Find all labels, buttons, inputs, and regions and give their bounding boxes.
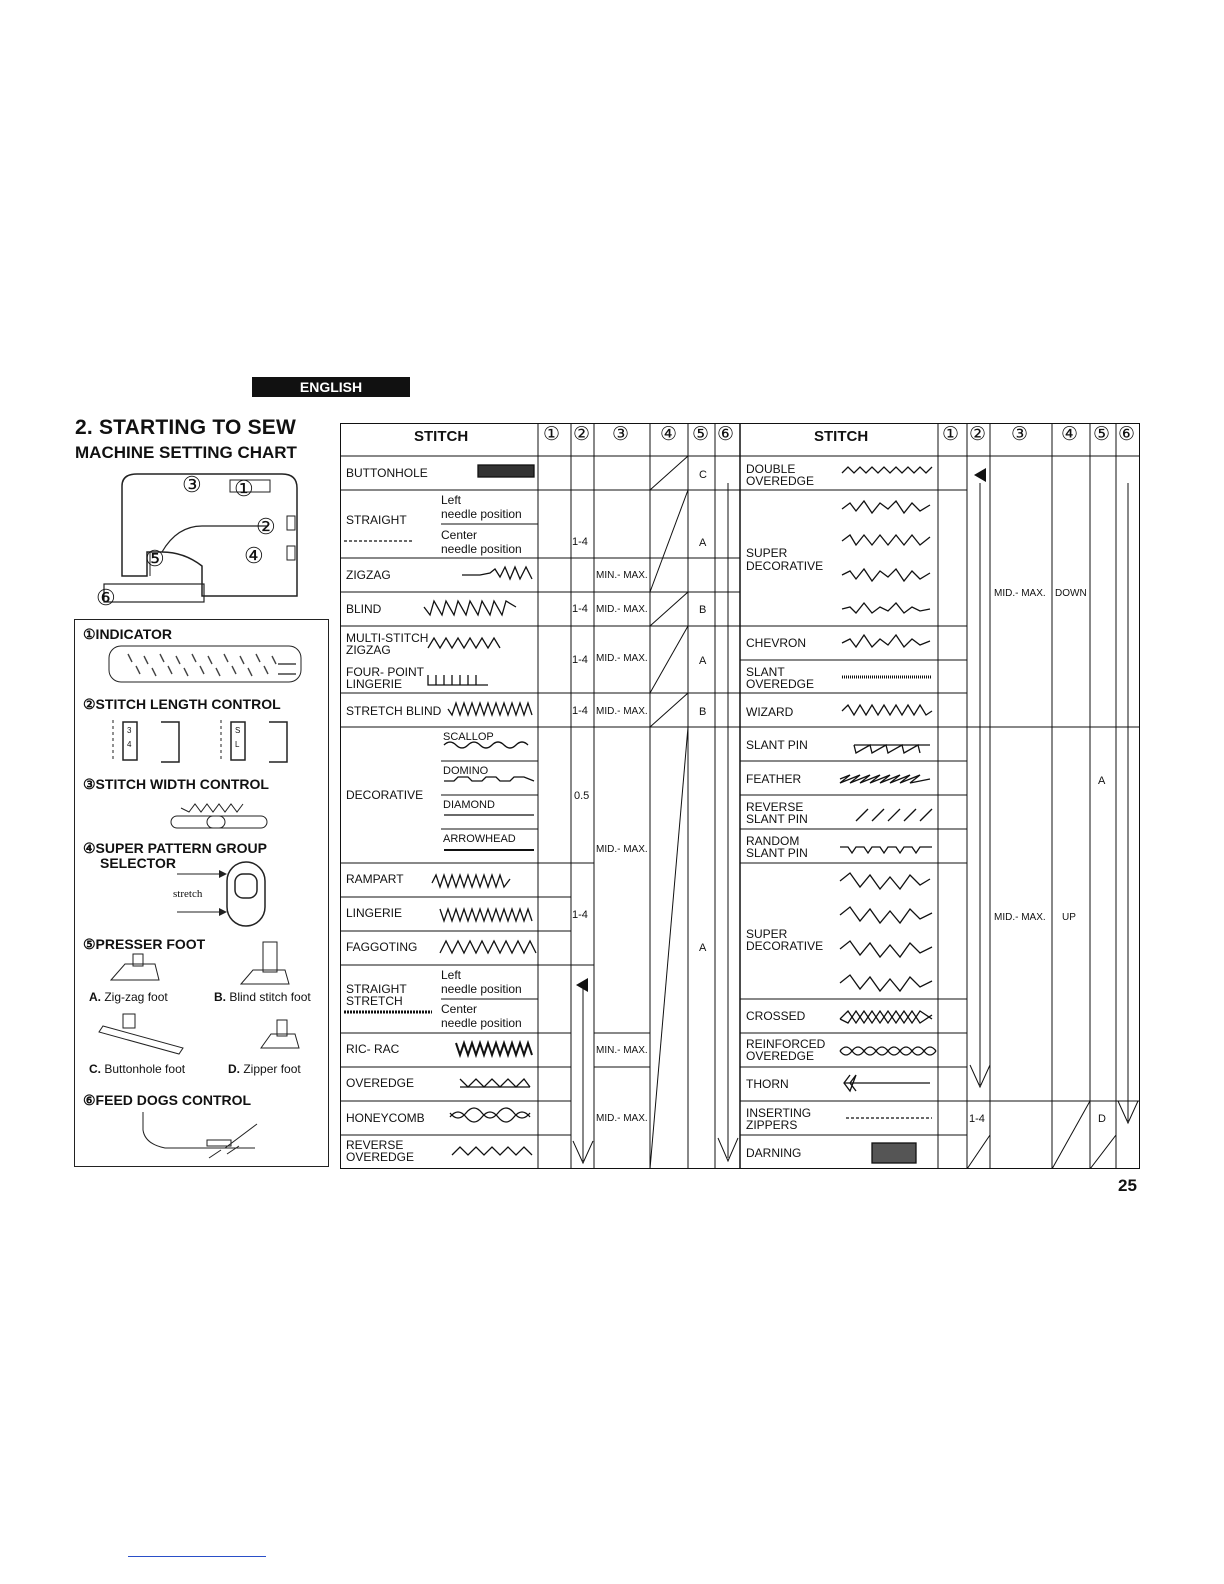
foot-multi: A — [699, 655, 707, 667]
stitch-random-1: RANDOM — [746, 834, 800, 848]
stitch-lingerie: LINGERIE — [346, 906, 403, 920]
stitch-decorative: DECORATIVE — [346, 788, 424, 802]
stitch-inserting-2: ZIPPERS — [746, 1118, 798, 1132]
width-zigzag: MIN.- MAX. — [596, 570, 648, 581]
stitch-diamond: DIAMOND — [443, 799, 495, 811]
foot-c: C. Buttonhole foot — [89, 1062, 186, 1076]
stitch-arrowhead: ARROWHEAD — [443, 833, 516, 845]
header-stitch-left: STITCH — [414, 428, 469, 445]
stitch-stretch-blind: STRETCH BLIND — [346, 704, 442, 718]
stitch-multi-1: MULTI-STITCH — [346, 631, 429, 645]
width-blind: MID.- MAX. — [596, 604, 648, 615]
feed-dogs-heading: ⑥FEED DOGS CONTROL — [83, 1092, 252, 1108]
foot-straight: A — [699, 537, 707, 549]
stitch-reverse-overedge-2: OVEREDGE — [346, 1150, 415, 1164]
machine-setting-chart — [340, 423, 1140, 1169]
stitch-reinforced-2: OVEREDGE — [746, 1049, 815, 1063]
len-decorative: 0.5 — [574, 790, 590, 802]
stitch-rev-slant-1: REVERSE — [746, 800, 804, 814]
stitch-blind: BLIND — [346, 602, 382, 616]
header-col4-left: ④ — [660, 424, 678, 445]
stitch-super2-2: DECORATIVE — [746, 939, 824, 953]
buttonhole-foot-icon — [93, 1008, 193, 1060]
indicator-diagram — [108, 644, 304, 686]
stitch-faggoting: FAGGOTING — [346, 940, 418, 954]
width-super-group2: MID.- MAX. — [994, 912, 1046, 923]
stitch-rampart: RAMPART — [346, 872, 404, 886]
stitch-super2-1: SUPER — [746, 927, 788, 941]
ss-left-needle-1: Left — [441, 968, 462, 982]
len-lingerie: 1-4 — [572, 909, 588, 921]
width-dial-diagram — [165, 792, 275, 832]
length-mark-4: 4 — [127, 740, 132, 749]
stitch-super-1: SUPER — [746, 546, 788, 560]
stitch-length-heading: ②STITCH LENGTH CONTROL — [83, 696, 281, 712]
stitch-straight-stretch-1: STRAIGHT — [346, 982, 407, 996]
stitch-buttonhole: BUTTONHOLE — [346, 466, 428, 480]
length-dial-diagram — [103, 716, 303, 766]
stitch-inserting-1: INSERTING — [746, 1106, 812, 1120]
width-ric-rac: MIN.- MAX. — [596, 1045, 648, 1056]
header-col3-right: ③ — [1011, 424, 1029, 445]
len-blind: 1-4 — [572, 603, 588, 615]
stitch-feather: FEATHER — [746, 772, 802, 786]
stitch-straight: STRAIGHT — [346, 513, 407, 527]
width-multi: MID.- MAX. — [596, 653, 648, 664]
header-col6-right: ⑥ — [1118, 424, 1136, 445]
stitch-slant-2: OVEREDGE — [746, 677, 815, 691]
stitch-ric-rac: RIC- RAC — [346, 1042, 400, 1056]
stitch-scallop: SCALLOP — [443, 731, 494, 743]
stitch-overedge: OVEREDGE — [346, 1076, 415, 1090]
feed-dogs-diagram — [135, 1110, 265, 1162]
indicator-heading: ①INDICATOR — [83, 626, 173, 642]
callout-3: ③ — [182, 472, 202, 497]
zigzag-foot-icon — [105, 950, 165, 992]
callout-2: ② — [256, 514, 276, 539]
foot-faggoting: A — [699, 942, 707, 954]
len-multi: 1-4 — [572, 654, 588, 666]
stitch-super-2: DECORATIVE — [746, 559, 824, 573]
legend-panel — [74, 619, 329, 1167]
callout-6: ⑥ — [96, 585, 116, 610]
foot-d: D. Zipper foot — [228, 1062, 301, 1076]
width-super-group1: MID.- MAX. — [994, 588, 1046, 599]
stitch-wizard: WIZARD — [746, 705, 794, 719]
callout-5: ⑤ — [145, 546, 165, 571]
foot-b: B. Blind stitch foot — [214, 990, 311, 1004]
len-stretch-blind: 1-4 — [572, 705, 588, 717]
callout-1: ① — [234, 476, 254, 501]
length-mark-3: 3 — [127, 726, 132, 735]
ss-left-needle-2: needle position — [441, 982, 522, 996]
length-mark-s: S — [235, 726, 241, 735]
len-inserting: 1-4 — [969, 1113, 985, 1125]
stitch-chevron: CHEVRON — [746, 636, 807, 650]
stitch-honeycomb: HONEYCOMB — [346, 1111, 425, 1125]
stitch-domino: DOMINO — [443, 765, 489, 777]
chart-subtitle: MACHINE SETTING CHART — [75, 443, 297, 462]
ss-center-needle-2: needle position — [441, 1016, 522, 1030]
sewing-machine-illustration — [92, 466, 312, 616]
width-honeycomb: MID.- MAX. — [596, 1113, 648, 1124]
zipper-foot-icon — [255, 1016, 305, 1060]
header-col1-left: ① — [543, 424, 561, 445]
header-col6-left: ⑥ — [717, 424, 735, 445]
header-col1-right: ① — [942, 424, 960, 445]
foot-inserting: D — [1098, 1113, 1106, 1125]
header-stitch-right: STITCH — [814, 428, 869, 445]
stitch-straight-stretch-2: STRETCH — [346, 994, 403, 1008]
header-col5-left: ⑤ — [692, 424, 710, 445]
header-col5-right: ⑤ — [1093, 424, 1111, 445]
foot-a: A. Zig-zag foot — [89, 990, 168, 1004]
stitch-width-heading: ③STITCH WIDTH CONTROL — [83, 776, 269, 792]
center-needle-2: needle position — [441, 542, 522, 556]
foot-right-group: A — [1098, 775, 1106, 787]
presser-foot-heading: ⑤PRESSER FOOT — [83, 936, 206, 952]
section-title: 2. STARTING TO SEW — [75, 416, 297, 439]
selector-down: DOWN — [1055, 588, 1087, 599]
left-needle-1: Left — [441, 493, 462, 507]
stitch-rev-slant-2: SLANT PIN — [746, 812, 808, 826]
header-col2-right: ② — [969, 424, 987, 445]
header-col3-left: ③ — [612, 424, 630, 445]
super-pattern-heading: ④SUPER PATTERN GROUP — [83, 840, 267, 856]
ss-center-needle-1: Center — [441, 1002, 478, 1016]
length-mark-l: L — [235, 740, 240, 749]
foot-stretch-blind: B — [699, 706, 707, 718]
stitch-double-1: DOUBLE — [746, 462, 796, 476]
left-needle-2: needle position — [441, 507, 522, 521]
stitch-four-1: FOUR- POINT — [346, 665, 424, 679]
bottom-rule — [128, 1556, 266, 1557]
stitch-reinforced-1: REINFORCED — [746, 1037, 826, 1051]
stretch-label: stretch — [173, 888, 203, 900]
header-col2-left: ② — [573, 424, 591, 445]
width-decorative: MID.- MAX. — [596, 844, 648, 855]
stitch-slant-1: SLANT — [746, 665, 785, 679]
stitch-random-2: SLANT PIN — [746, 846, 808, 860]
foot-blind: B — [699, 604, 707, 616]
center-needle-1: Center — [441, 528, 478, 542]
stitch-reverse-overedge-1: REVERSE — [346, 1138, 404, 1152]
super-pattern-heading-2: SELECTOR — [100, 855, 176, 871]
language-tab: ENGLISH — [252, 377, 410, 397]
callout-4: ④ — [244, 543, 264, 568]
stitch-darning: DARNING — [746, 1146, 802, 1160]
stitch-thorn: THORN — [746, 1077, 789, 1091]
header-col4-right: ④ — [1061, 424, 1079, 445]
stitch-crossed: CROSSED — [746, 1009, 806, 1023]
width-stretch-blind: MID.- MAX. — [596, 706, 648, 717]
foot-buttonhole: C — [699, 469, 707, 481]
blind-stitch-foot-icon — [235, 936, 299, 994]
len-straight: 1-4 — [572, 536, 588, 548]
selector-up: UP — [1062, 912, 1076, 923]
stitch-double-2: OVEREDGE — [746, 474, 815, 488]
stitch-slant-pin: SLANT PIN — [746, 738, 808, 752]
stitch-zigzag: ZIGZAG — [346, 568, 391, 582]
stitch-multi-2: ZIGZAG — [346, 643, 391, 657]
stitch-four-2: LINGERIE — [346, 677, 403, 691]
page-number: 25 — [1118, 1176, 1137, 1195]
